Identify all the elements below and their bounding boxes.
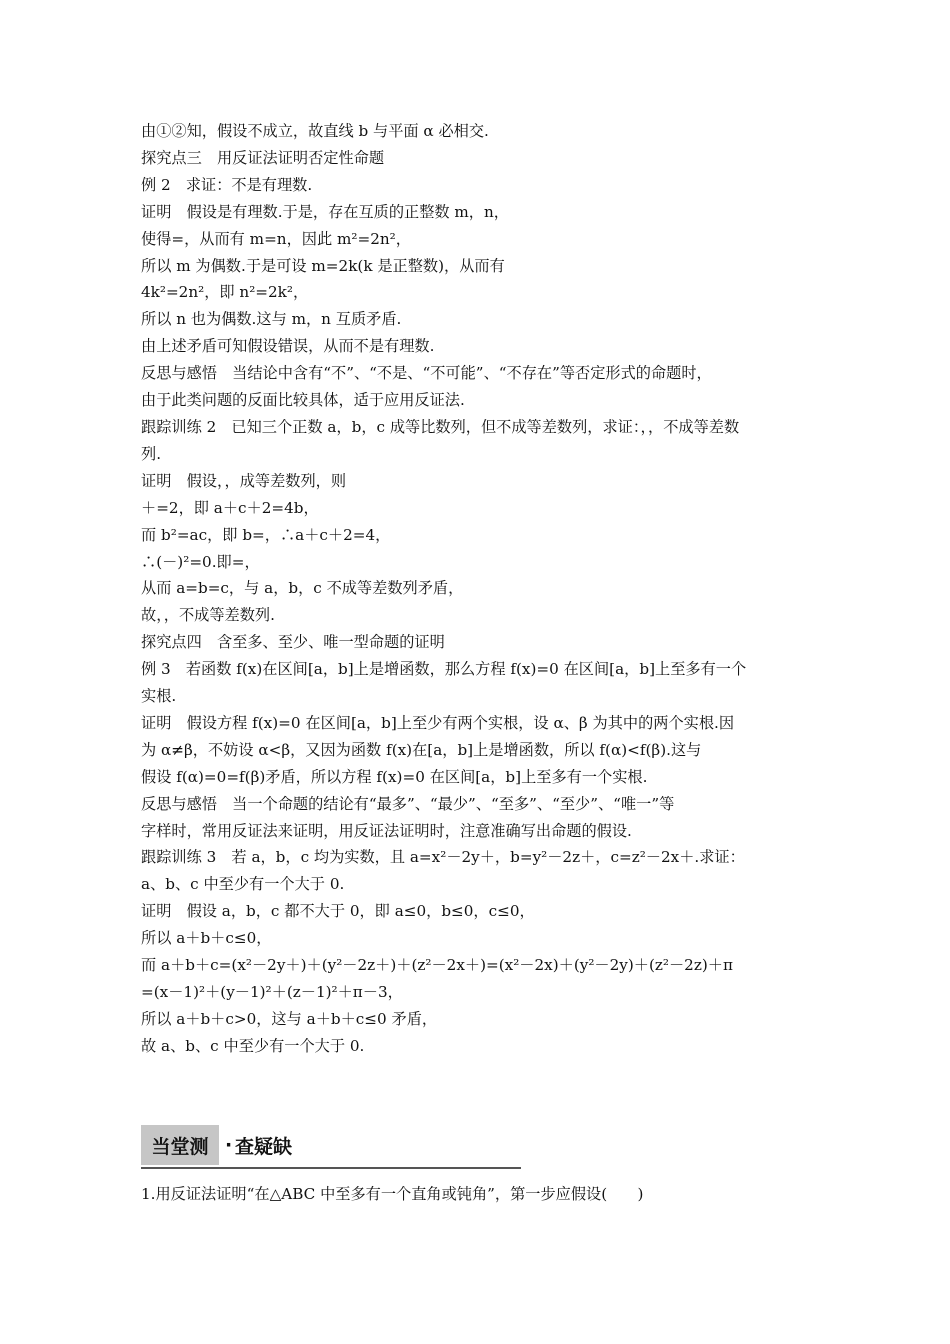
text-line: 使得=，从而有 m=n，因此 m²=2n²， xyxy=(141,229,411,248)
text-line: 字样时，常用反证法来证明，用反证法证明时，注意准确写出命题的假设. xyxy=(141,821,632,840)
text-line: 故，，不成等差数列. xyxy=(141,606,275,625)
text-line: 证明 假设是有理数.于是，存在互质的正整数 m，n， xyxy=(141,202,509,221)
text-line: 故 a、b、c 中至少有一个大于 0. xyxy=(141,1036,365,1055)
section-heading: 探究点四 含至多、至少、唯一型命题的证明 xyxy=(141,633,445,652)
section-banner-title: 查疑缺 xyxy=(235,1135,293,1158)
text-line: 列. xyxy=(141,444,162,463)
text-line: 由上述矛盾可知假设错误，从而不是有理数. xyxy=(141,337,435,356)
text-line: 由①②知，假设不成立，故直线 b 与平面 α 必相交. xyxy=(141,122,489,140)
exercise-heading: 跟踪训练 3 若 a，b，c 均为实数，且 a=x²－2y＋，b=y²－2z＋，c=z²－2x＋.求证： xyxy=(141,848,745,867)
text-line: 所以 a＋b＋c≤0， xyxy=(141,929,272,948)
text-line: 所以 n 也为偶数.这与 m，n 互质矛盾. xyxy=(141,310,402,329)
exercise-heading: 跟踪训练 2 已知三个正数 a，b，c 成等比数列，但不成等差数列，求证：，，不成等差数 xyxy=(141,417,740,436)
text-line: 证明 假设 a，b，c 都不大于 0，即 a≤0，b≤0，c≤0， xyxy=(141,902,535,921)
text-line: 证明 假设方程 f(x)=0 在区间[a，b]上至少有两个实根，设 α、β 为其中的两个实根.因 xyxy=(141,713,735,732)
text-line: ∴(－)²=0.即=， xyxy=(141,552,260,571)
text-line: 而 a＋b＋c=(x²－2y＋)＋(y²－2z＋)＋(z²－2x＋)=(x²－2x)＋(y²－2y)＋(z²－2z)＋π xyxy=(141,956,733,975)
section-heading: 探究点三 用反证法证明否定性命题 xyxy=(141,148,384,167)
example-heading: 例 3 若函数 f(x)在区间[a，b]上是增函数，那么方程 f(x)=0 在区间[a，b]上至多有一个 xyxy=(141,660,747,679)
example-heading: 例 2 求证：不是有理数. xyxy=(141,175,313,194)
text-line: =(x－1)²＋(y－1)²＋(z－1)²＋π－3， xyxy=(141,983,403,1001)
text-line: a、b、c 中至少有一个大于 0. xyxy=(141,875,345,894)
section-banner-label: 当堂测 xyxy=(141,1125,219,1165)
reflection-line: 反思与感悟 当一个命题的结论有“最多”、“最少”、“至多”、“至少”、“唯一”等 xyxy=(141,794,675,813)
text-line: 从而 a=b=c，与 a，b，c 不成等差数列矛盾， xyxy=(141,579,464,598)
text-line: 所以 m 为偶数.于是可设 m=2k(k 是正整数)，从而有 xyxy=(141,256,505,275)
text-line: 为 α≠β，不妨设 α<β，又因为函数 f(x)在[a，b]上是增函数，所以 f(α)<f(β).这与 xyxy=(141,740,702,759)
text-line: 所以 a＋b＋c>0，这与 a＋b＋c≤0 矛盾， xyxy=(141,1009,438,1028)
text-line: ＋=2，即 a＋c＋2=4b， xyxy=(141,498,319,517)
document-body xyxy=(141,118,821,1060)
text-line: 假设 f(α)=0=f(β)矛盾，所以方程 f(x)=0 在区间[a，b]上至多有一个实根. xyxy=(141,767,648,786)
section-banner-dot: · xyxy=(225,1134,233,1156)
text-line: 证明 假设，，成等差数列，则 xyxy=(141,471,347,490)
text-line: 由于此类问题的反面比较具体，适于应用反证法. xyxy=(141,391,465,410)
reflection-line: 反思与感悟 当结论中含有“不”、“不是、“不可能”、“不存在”等否定形式的命题时， xyxy=(141,364,712,383)
text-line: 而 b²=ac，即 b=，∴a＋c＋2=4， xyxy=(141,525,391,544)
section-banner xyxy=(141,1125,521,1169)
text-line: 实根. xyxy=(141,687,177,706)
text-line: 4k²=2n²，即 n²=2k²， xyxy=(141,283,309,302)
question-1: 1.用反证法证明“在△ABC 中至多有一个直角或钝角”，第一步应假设( ) xyxy=(141,1185,644,1203)
